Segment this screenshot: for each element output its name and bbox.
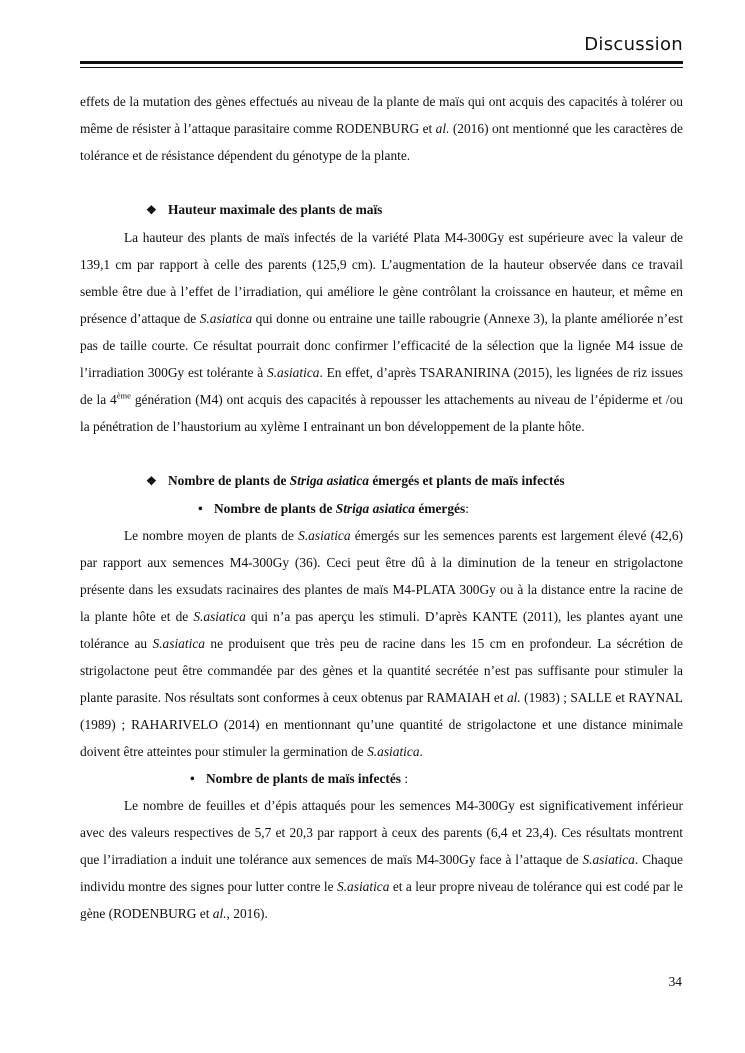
spacer xyxy=(80,440,683,467)
header-thin-rule xyxy=(80,67,683,68)
spacer xyxy=(80,169,683,196)
page-header-title: Discussion xyxy=(584,34,683,55)
section-heading-height: ❖ Hauteur maximale des plants de maïs xyxy=(80,196,683,224)
subheading-maize-infected: • Nombre de plants de maïs infectés : xyxy=(80,765,683,792)
maize-paragraph: Le nombre de feuilles et d’épis attaqués pour les semences M4-300Gy est significativement inférieur avec des valeurs respectives de 5,7 et 20,3 par rapport à ceux des parents (6,4 et 23,4). Ces résultats montrent que l’irradiation a induit une tolérance aux semences de maïs M4-300Gy face à l’attaque de S.asiatica. Chaque individu montre des signes pour lutter contre le S.asiatica et a leur propre niveau de tolérance qui est codé par le gène (RODENBURG et al., 2016). xyxy=(80,798,684,921)
intro-paragraph: effets de la mutation des gènes effectués au niveau de la plante de maïs qui ont acquis des capacités à tolérer ou même de résister à l’attaque parasitaire comme RODENBURG et al. (2016) ont mentionné que les caractères de tolérance et de résistance dépendent du génotype de la plante. xyxy=(80,94,683,163)
page-number: 34 xyxy=(668,974,682,989)
header-thick-rule xyxy=(80,61,683,64)
diamond-bullet-icon: ❖ xyxy=(146,203,157,217)
subheading-striga-emerged: • Nombre de plants de Striga asiatica émergés: xyxy=(80,495,683,522)
section-heading-number: ❖ Nombre de plants de Striga asiatica émergés et plants de maïs infectés xyxy=(80,467,683,495)
dot-bullet-icon: • xyxy=(190,771,195,786)
diamond-bullet-icon: ❖ xyxy=(146,474,157,488)
dot-bullet-icon: • xyxy=(198,501,203,516)
document-body xyxy=(80,88,683,927)
height-paragraph: La hauteur des plants de maïs infectés de la variété Plata M4-300Gy est supérieure avec la valeur de 139,1 cm par rapport à celle des parents (125,9 cm). L’augmentation de la hauteur observée dans ce travail semble être due à l’effet de l’irradiation, qui améliore le gène contrôlant la croissance en hauteur, et même en présence d’attaque de S.asiatica qui donne ou entraine une taille rabougrie (Annexe 3), la plante améliorée n’est pas de taille courte. Ce résultat pourrait donc confirmer l’efficacité de la sélection que la lignée M4 issue de l’irradiation 300Gy est tolérante à S.asiatica. En effet, d’après TSARANIRINA (2015), les lignées de riz issues de la 4ème génération (M4) ont acquis des capacités à repousser les attachements au niveau de l’épiderme et /ou la pénétration de l’haustorium au xylème I entrainant un bon développement de la plante hôte. xyxy=(80,230,683,434)
striga-paragraph: Le nombre moyen de plants de S.asiatica émergés sur les semences parents est largement élevé (42,6) par rapport aux semences M4-300Gy (36). Ceci peut être dû à la diminution de la teneur en strigolactone présente dans les exsudats racinaires des plantes de maïs M4-PLATA 300Gy ou à la distance entre la racine de la plante hôte et de S.asiatica qui n’a pas aperçu les stimuli. D’après KANTE (2011), les plantes ayant une tolérance au S.asiatica ne produisent que très peu de racine dans les 15 cm en profondeur. La sécrétion de strigolactone peut être commandée par des gènes et la quantité secrétée n’est pas suffisante pour stimuler la plante parasite. Nos résultats sont conformes à ceux obtenus par RAMAIAH et al. (1983) ; SALLE et RAYNAL (1989) ; RAHARIVELO (2014) en mentionnant qu’une quantité de strigolactone et une distance minimale doivent être atteintes pour stimuler la germination de S.asiatica. xyxy=(80,528,684,759)
